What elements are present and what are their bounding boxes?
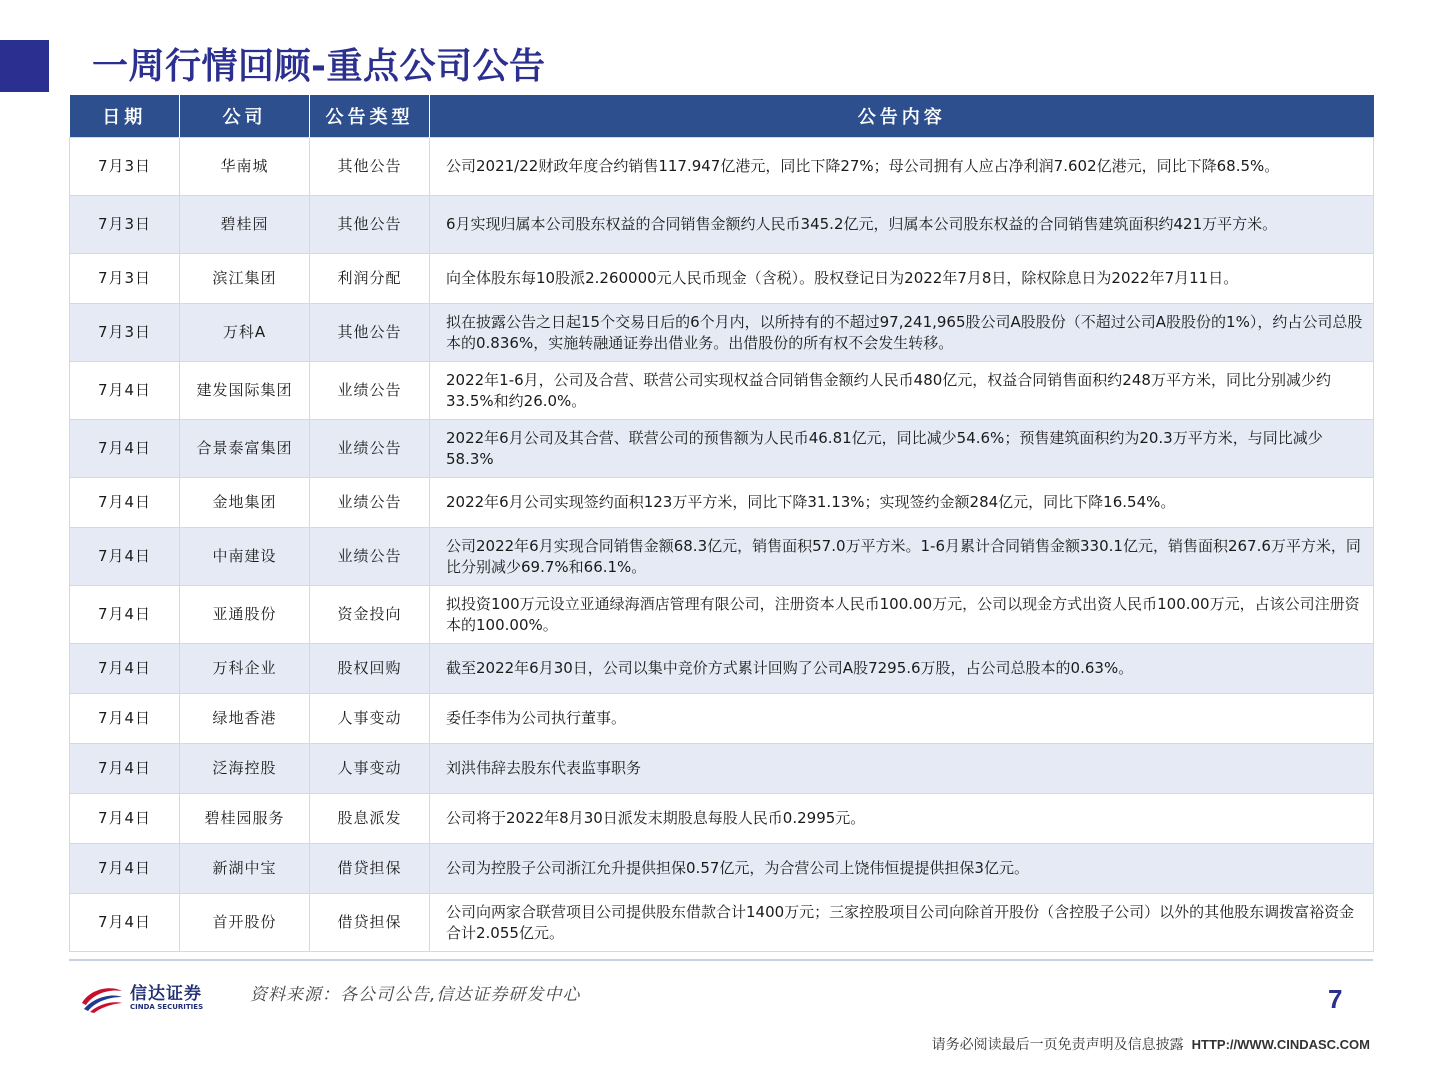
cell-date: 7月3日 [70,254,180,304]
cell-content: 公司为控股子公司浙江允升提供担保0.57亿元，为合营公司上饶伟恒提提供担保3亿元。 [430,844,1374,894]
cell-date: 7月4日 [70,794,180,844]
cell-type: 业绩公告 [310,420,430,478]
cell-date: 7月3日 [70,304,180,362]
table-row [70,254,1374,304]
cell-date: 7月4日 [70,894,180,952]
cell-company: 碧桂园服务 [180,794,310,844]
cell-company: 建发国际集团 [180,362,310,420]
cell-company: 泛海控股 [180,744,310,794]
disclaimer-text: 请务必阅读最后一页免责声明及信息披露 [931,1037,1184,1053]
table-row [70,478,1374,528]
table-row [70,304,1374,362]
cell-company: 万科企业 [180,644,310,694]
cell-content: 向全体股东每10股派2.260000元人民币现金（含税）。股权登记日为2022年7月8日，除权除息日为2022年7月11日。 [430,254,1374,304]
cell-date: 7月3日 [70,138,180,196]
cell-content: 拟投资100万元设立亚通绿海酒店管理有限公司，注册资本人民币100.00万元，公司以现金方式出资人民币100.00万元，占该公司注册资本的100.00%。 [430,586,1374,644]
cell-date: 7月4日 [70,420,180,478]
column-header-content: 公告内容 [430,95,1374,138]
table-row [70,362,1374,420]
cell-type: 业绩公告 [310,478,430,528]
cell-type: 业绩公告 [310,528,430,586]
column-header-company: 公司 [180,95,310,138]
data-source-note: 资料来源：各公司公告,信达证券研发中心 [250,985,581,1005]
page-number: 7 [1328,984,1343,1014]
cell-content: 公司2021/22财政年度合约销售117.947亿港元，同比下降27%；母公司拥有人应占净利润7.602亿港元，同比下降68.5%。 [430,138,1374,196]
cell-content: 刘洪伟辞去股东代表监事职务 [430,744,1374,794]
cell-date: 7月4日 [70,362,180,420]
cell-type: 资金投向 [310,586,430,644]
cell-content: 拟在披露公告之日起15个交易日后的6个月内，以所持有的不超过97,241,965股公司A股股份（不超过公司A股股份的1%），约占公司总股本的0.836%，实施转融通证券出借业务。出借股份的所有权不会发生转移。 [430,304,1374,362]
cell-type: 借贷担保 [310,844,430,894]
cell-company: 金地集团 [180,478,310,528]
cell-content: 截至2022年6月30日，公司以集中竞价方式累计回购了公司A股7295.6万股，占公司总股本的0.63%。 [430,644,1374,694]
cell-company: 亚通股份 [180,586,310,644]
title-accent-block [0,40,49,92]
table-row [70,794,1374,844]
table-header-row [70,95,1374,138]
cell-date: 7月4日 [70,694,180,744]
table-row [70,894,1374,952]
cell-company: 绿地香港 [180,694,310,744]
column-header-type: 公告类型 [310,95,430,138]
cell-date: 7月4日 [70,478,180,528]
cell-date: 7月4日 [70,586,180,644]
table-row [70,586,1374,644]
cell-company: 万科A [180,304,310,362]
cell-date: 7月4日 [70,844,180,894]
cell-type: 借贷担保 [310,894,430,952]
cell-company: 中南建设 [180,528,310,586]
cinda-logo [80,983,203,1013]
page-title: 一周行情回顾-重点公司公告 [92,46,546,87]
cell-content: 2022年6月公司及其合营、联营公司的预售额为人民币46.81亿元，同比减少54.6%；预售建筑面积约为20.3万平方米，与同比减少58.3% [430,420,1374,478]
table-row [70,138,1374,196]
announcement-table [69,95,1374,952]
table-row [70,744,1374,794]
table-row [70,694,1374,744]
table-row [70,644,1374,694]
cell-content: 2022年6月公司实现签约面积123万平方米，同比下降31.13%；实现签约金额284亿元，同比下降16.54%。 [430,478,1374,528]
cell-company: 新湖中宝 [180,844,310,894]
table-row [70,528,1374,586]
logo-english-name: CINDA SECURITIES [130,1002,204,1011]
logo-chinese-name: 信达证券 [130,983,202,1004]
table-row [70,420,1374,478]
cell-company: 华南城 [180,138,310,196]
cell-company: 碧桂园 [180,196,310,254]
cell-date: 7月3日 [70,196,180,254]
cell-date: 7月4日 [70,744,180,794]
cell-type: 利润分配 [310,254,430,304]
cell-content: 公司向两家合联营项目公司提供股东借款合计1400万元；三家控股项目公司向除首开股份（含控股子公司）以外的其他股东调拨富裕资金合计2.055亿元。 [430,894,1374,952]
cell-type: 人事变动 [310,694,430,744]
cell-type: 股权回购 [310,644,430,694]
footer-divider [69,959,1373,961]
cell-company: 首开股份 [180,894,310,952]
cell-content: 2022年1-6月，公司及合营、联营公司实现权益合同销售金额约人民币480亿元，权益合同销售面积约248万平方米，同比分别减少约33.5%和约26.0%。 [430,362,1374,420]
cell-type: 其他公告 [310,138,430,196]
cell-type: 业绩公告 [310,362,430,420]
cell-date: 7月4日 [70,644,180,694]
cell-type: 其他公告 [310,196,430,254]
cell-content: 公司将于2022年8月30日派发末期股息每股人民币0.2995元。 [430,794,1374,844]
cell-content: 6月实现归属本公司股东权益的合同销售金额约人民币345.2亿元，归属本公司股东权益的合同销售建筑面积约421万平方米。 [430,196,1374,254]
cinda-swoosh-icon [80,983,124,1013]
cell-type: 股息派发 [310,794,430,844]
cell-content: 委任李伟为公司执行董事。 [430,694,1374,744]
cell-date: 7月4日 [70,528,180,586]
website-link[interactable]: HTTP://WWW.CINDASC.COM [1191,1037,1370,1052]
table-row [70,196,1374,254]
cell-type: 其他公告 [310,304,430,362]
table-row [70,844,1374,894]
cell-company: 合景泰富集团 [180,420,310,478]
cell-type: 人事变动 [310,744,430,794]
cell-company: 滨江集团 [180,254,310,304]
disclaimer [932,1034,1370,1054]
column-header-date: 日期 [70,95,180,138]
cell-content: 公司2022年6月实现合同销售金额68.3亿元，销售面积57.0万平方米。1-6月累计合同销售金额330.1亿元，销售面积267.6万平方米，同比分别减少69.7%和66.1%。 [430,528,1374,586]
